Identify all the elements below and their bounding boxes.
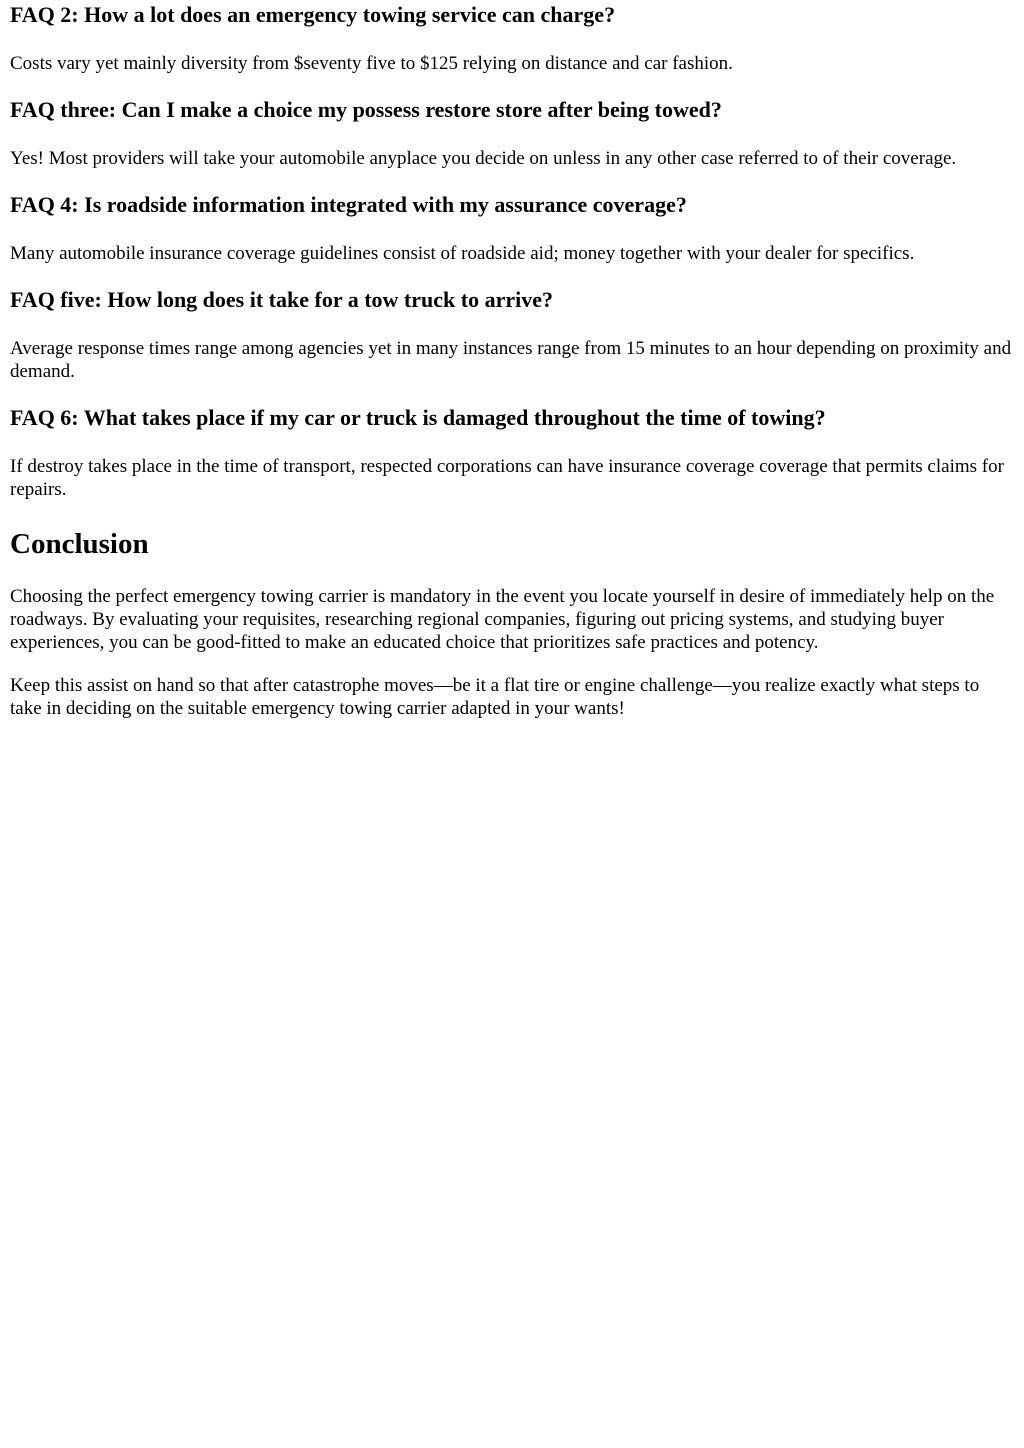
faq-item-2 [10,2,1014,75]
faq-answer: Costs vary yet mainly diversity from $seventy five to $125 relying on distance and car fashion. [10,53,733,74]
faq-question: FAQ five: How long does it take for a tow truck to arrive? [10,287,553,312]
faq-answer: Average response times range among agencies yet in many instances range from 15 minutes to an hour depending on proximity and demand. [10,338,1012,382]
faq-item-5 [10,287,1014,383]
faq-item-4 [10,192,1014,265]
conclusion-heading: Conclusion [10,528,149,560]
article-body [10,2,1014,720]
faq-item-3 [10,97,1014,170]
faq-question: FAQ three: Can I make a choice my possess restore store after being towed? [10,97,722,122]
faq-answer: Yes! Most providers will take your automobile anyplace you decide on unless in any other case referred to of their coverage. [10,148,957,169]
faq-list [10,2,1014,501]
faq-item-6 [10,405,1014,501]
faq-question: FAQ 4: Is roadside information integrated with my assurance coverage? [10,192,687,217]
conclusion-paragraph: Choosing the perfect emergency towing carrier is mandatory in the event you locate yourself in desire of immediately help on the roadways. By evaluating your requisites, researching regional companies, figuring out pricing systems, and studying buyer experiences, you can be good-fitted to make an educated choice that prioritizes safe practices and potency. [10,586,995,653]
faq-question: FAQ 6: What takes place if my car or truck is damaged throughout the time of towing? [10,405,826,430]
faq-answer: If destroy takes place in the time of transport, respected corporations can have insurance coverage coverage that permits claims for repairs. [10,456,1004,500]
faq-answer: Many automobile insurance coverage guidelines consist of roadside aid; money together with your dealer for specifics. [10,243,915,264]
conclusion-section [10,527,1014,720]
conclusion-paragraph: Keep this assist on hand so that after catastrophe moves—be it a flat tire or engine challenge—you realize exactly what steps to take in deciding on the suitable emergency towing carrier adapted in your wants! [10,675,980,719]
faq-question: FAQ 2: How a lot does an emergency towing service can charge? [10,2,616,27]
